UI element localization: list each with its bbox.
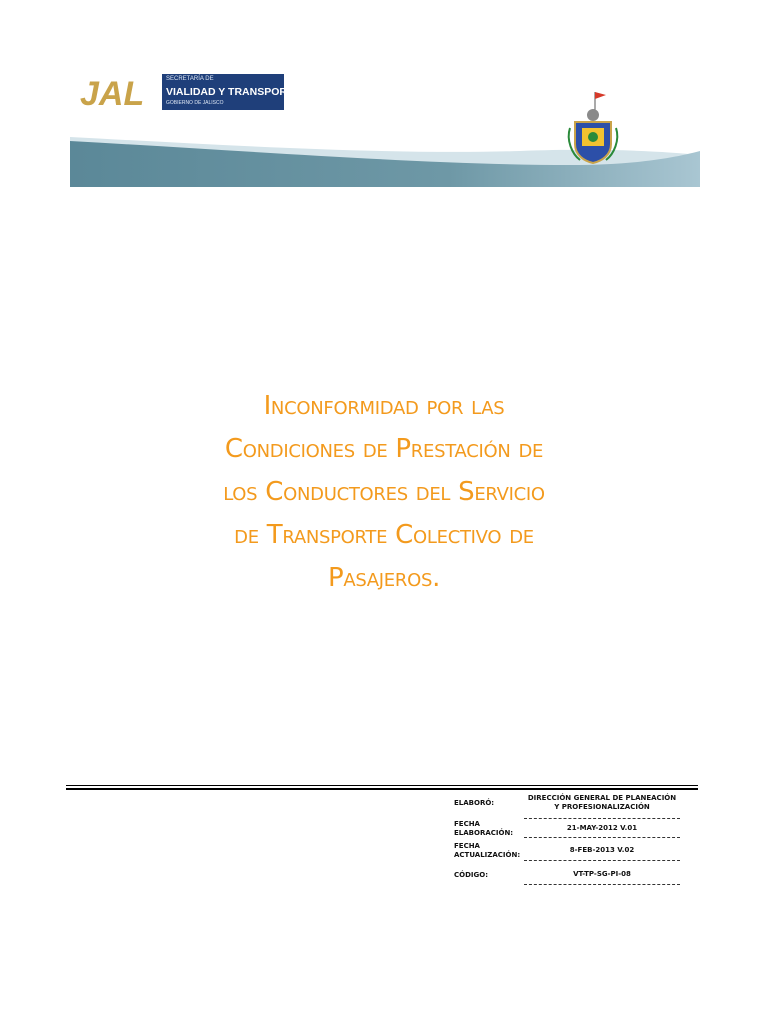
fecha-elaboracion-value: 21-MAY-2012 V.01: [566, 824, 638, 832]
footer-rule-top: [66, 785, 698, 786]
fecha-elaboracion-label-2: ELABORACIÓN:: [454, 829, 514, 837]
title-line-1: Inconformidad por las: [263, 391, 505, 421]
elaboro-divider: [524, 818, 680, 819]
agency-line1: SECRETARÍA DE: [166, 76, 214, 82]
document-title: [100, 385, 668, 600]
jal-logo-mark: [80, 72, 158, 112]
elaboro-value-line2: Y PROFESIONALIZACIÓN: [554, 803, 650, 811]
fecha-actualizacion-label-1: FECHA: [454, 842, 480, 850]
codigo-label: CÓDIGO:: [454, 871, 488, 879]
elaboro-value-line1: DIRECCIÓN GENERAL DE PLANEACIÓN: [527, 794, 677, 802]
fecha-elaboracion-divider: [524, 837, 680, 838]
title-line-3: los Conductores del Servicio: [223, 477, 545, 507]
agency-line3: GOBIERNO DE JALISCO: [166, 100, 224, 106]
metadata-row-fecha-elaboracion: [448, 822, 688, 844]
title-line-2: Condiciones de Prestación de: [224, 434, 544, 464]
title-line-5: Pasajeros.: [327, 563, 441, 593]
fecha-actualizacion-label-2: ACTUALIZACIÓN:: [454, 851, 521, 859]
codigo-divider: [524, 884, 680, 885]
agency-logo: [80, 72, 301, 112]
agency-line2: VIALIDAD Y TRANSPORTE: [166, 86, 301, 98]
title-line-4: de Transporte Colectivo de: [234, 520, 534, 550]
metadata-row-codigo: [448, 868, 688, 888]
jal-mark-text: JAL: [80, 75, 145, 112]
elaboro-label: ELABORÓ:: [454, 799, 495, 807]
fecha-elaboracion-label-1: FECHA: [454, 820, 480, 828]
footer-rule-bottom: [66, 788, 698, 790]
coat-of-arms-icon: [566, 88, 620, 166]
fecha-actualizacion-value: 8-FEB-2013 V.02: [569, 846, 635, 854]
metadata-row-fecha-actualizacion: [448, 844, 688, 868]
metadata-row-elaboro: [448, 792, 688, 822]
fecha-actualizacion-divider: [524, 860, 680, 861]
codigo-value: VT-TP-SG-PI-08: [573, 870, 631, 878]
document-metadata: [448, 792, 688, 888]
